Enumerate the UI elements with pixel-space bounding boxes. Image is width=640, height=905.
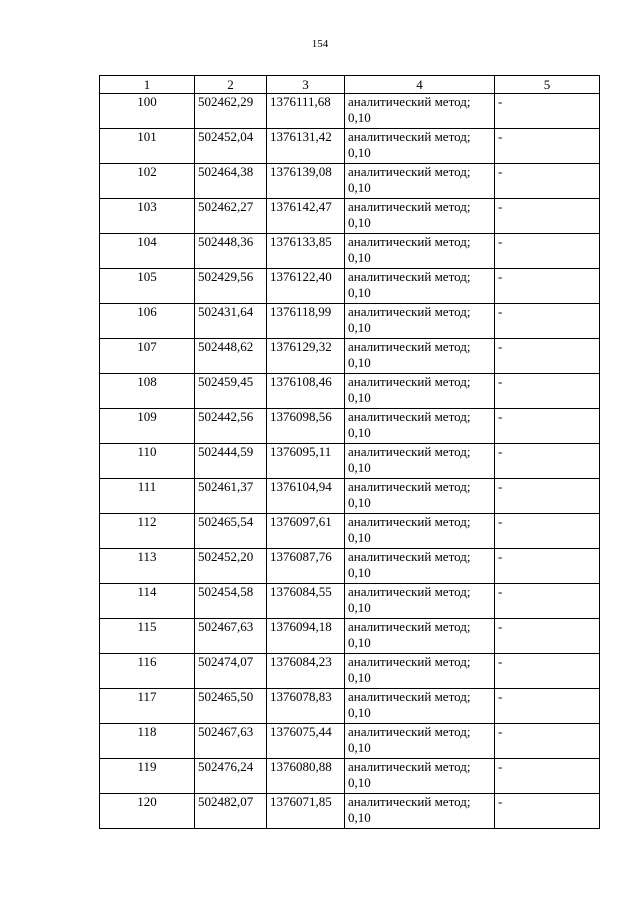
note-cell: - bbox=[495, 374, 600, 409]
method-cell: аналитический метод; 0,10 bbox=[345, 304, 495, 339]
method-cell: аналитический метод; 0,10 bbox=[345, 794, 495, 829]
x-coordinate-cell: 502464,38 bbox=[195, 164, 267, 199]
table-row bbox=[100, 304, 600, 339]
point-number-cell: 101 bbox=[100, 129, 195, 164]
table-row bbox=[100, 724, 600, 759]
table-row bbox=[100, 619, 600, 654]
method-cell: аналитический метод; 0,10 bbox=[345, 199, 495, 234]
point-number-cell: 100 bbox=[100, 94, 195, 129]
y-coordinate-cell: 1376139,08 bbox=[267, 164, 345, 199]
column-header-2: 2 bbox=[195, 76, 267, 94]
note-cell: - bbox=[495, 584, 600, 619]
point-number-cell: 119 bbox=[100, 759, 195, 794]
method-cell: аналитический метод; 0,10 bbox=[345, 759, 495, 794]
method-cell: аналитический метод; 0,10 bbox=[345, 654, 495, 689]
x-coordinate-cell: 502452,20 bbox=[195, 549, 267, 584]
note-cell: - bbox=[495, 129, 600, 164]
table-row bbox=[100, 514, 600, 549]
method-cell: аналитический метод; 0,10 bbox=[345, 339, 495, 374]
point-number-cell: 111 bbox=[100, 479, 195, 514]
note-cell: - bbox=[495, 94, 600, 129]
column-header-1: 1 bbox=[100, 76, 195, 94]
y-coordinate-cell: 1376142,47 bbox=[267, 199, 345, 234]
table-body bbox=[100, 94, 600, 829]
note-cell: - bbox=[495, 164, 600, 199]
method-cell: аналитический метод; 0,10 bbox=[345, 409, 495, 444]
y-coordinate-cell: 1376084,55 bbox=[267, 584, 345, 619]
y-coordinate-cell: 1376094,18 bbox=[267, 619, 345, 654]
y-coordinate-cell: 1376080,88 bbox=[267, 759, 345, 794]
point-number-cell: 117 bbox=[100, 689, 195, 724]
method-cell: аналитический метод; 0,10 bbox=[345, 269, 495, 304]
point-number-cell: 102 bbox=[100, 164, 195, 199]
note-cell: - bbox=[495, 409, 600, 444]
table-row bbox=[100, 339, 600, 374]
x-coordinate-cell: 502448,36 bbox=[195, 234, 267, 269]
method-cell: аналитический метод; 0,10 bbox=[345, 514, 495, 549]
note-cell: - bbox=[495, 794, 600, 829]
x-coordinate-cell: 502462,27 bbox=[195, 199, 267, 234]
column-header-5: 5 bbox=[495, 76, 600, 94]
x-coordinate-cell: 502429,56 bbox=[195, 269, 267, 304]
method-cell: аналитический метод; 0,10 bbox=[345, 689, 495, 724]
note-cell: - bbox=[495, 269, 600, 304]
note-cell: - bbox=[495, 479, 600, 514]
y-coordinate-cell: 1376078,83 bbox=[267, 689, 345, 724]
note-cell: - bbox=[495, 339, 600, 374]
note-cell: - bbox=[495, 724, 600, 759]
method-cell: аналитический метод; 0,10 bbox=[345, 444, 495, 479]
table-row bbox=[100, 794, 600, 829]
method-cell: аналитический метод; 0,10 bbox=[345, 479, 495, 514]
note-cell: - bbox=[495, 199, 600, 234]
table-row bbox=[100, 444, 600, 479]
x-coordinate-cell: 502442,56 bbox=[195, 409, 267, 444]
table-row bbox=[100, 479, 600, 514]
y-coordinate-cell: 1376111,68 bbox=[267, 94, 345, 129]
table-row bbox=[100, 689, 600, 724]
point-number-cell: 118 bbox=[100, 724, 195, 759]
y-coordinate-cell: 1376108,46 bbox=[267, 374, 345, 409]
method-cell: аналитический метод; 0,10 bbox=[345, 374, 495, 409]
point-number-cell: 105 bbox=[100, 269, 195, 304]
note-cell: - bbox=[495, 444, 600, 479]
y-coordinate-cell: 1376118,99 bbox=[267, 304, 345, 339]
table-row bbox=[100, 409, 600, 444]
note-cell: - bbox=[495, 654, 600, 689]
point-number-cell: 104 bbox=[100, 234, 195, 269]
y-coordinate-cell: 1376087,76 bbox=[267, 549, 345, 584]
x-coordinate-cell: 502465,50 bbox=[195, 689, 267, 724]
x-coordinate-cell: 502461,37 bbox=[195, 479, 267, 514]
table-row bbox=[100, 94, 600, 129]
note-cell: - bbox=[495, 549, 600, 584]
method-cell: аналитический метод; 0,10 bbox=[345, 164, 495, 199]
point-number-cell: 113 bbox=[100, 549, 195, 584]
coordinates-table bbox=[99, 75, 600, 829]
table-row bbox=[100, 654, 600, 689]
column-header-3: 3 bbox=[267, 76, 345, 94]
y-coordinate-cell: 1376131,42 bbox=[267, 129, 345, 164]
x-coordinate-cell: 502454,58 bbox=[195, 584, 267, 619]
y-coordinate-cell: 1376133,85 bbox=[267, 234, 345, 269]
note-cell: - bbox=[495, 759, 600, 794]
point-number-cell: 109 bbox=[100, 409, 195, 444]
x-coordinate-cell: 502431,64 bbox=[195, 304, 267, 339]
table-header-row bbox=[100, 76, 600, 94]
y-coordinate-cell: 1376084,23 bbox=[267, 654, 345, 689]
point-number-cell: 115 bbox=[100, 619, 195, 654]
x-coordinate-cell: 502448,62 bbox=[195, 339, 267, 374]
method-cell: аналитический метод; 0,10 bbox=[345, 549, 495, 584]
note-cell: - bbox=[495, 514, 600, 549]
x-coordinate-cell: 502482,07 bbox=[195, 794, 267, 829]
point-number-cell: 106 bbox=[100, 304, 195, 339]
note-cell: - bbox=[495, 304, 600, 339]
table-row bbox=[100, 199, 600, 234]
point-number-cell: 120 bbox=[100, 794, 195, 829]
x-coordinate-cell: 502467,63 bbox=[195, 619, 267, 654]
table-row bbox=[100, 759, 600, 794]
table-row bbox=[100, 129, 600, 164]
column-header-4: 4 bbox=[345, 76, 495, 94]
y-coordinate-cell: 1376098,56 bbox=[267, 409, 345, 444]
point-number-cell: 112 bbox=[100, 514, 195, 549]
table-row bbox=[100, 549, 600, 584]
table-row bbox=[100, 374, 600, 409]
y-coordinate-cell: 1376104,94 bbox=[267, 479, 345, 514]
method-cell: аналитический метод; 0,10 bbox=[345, 584, 495, 619]
method-cell: аналитический метод; 0,10 bbox=[345, 619, 495, 654]
point-number-cell: 114 bbox=[100, 584, 195, 619]
y-coordinate-cell: 1376122,40 bbox=[267, 269, 345, 304]
note-cell: - bbox=[495, 619, 600, 654]
y-coordinate-cell: 1376075,44 bbox=[267, 724, 345, 759]
x-coordinate-cell: 502444,59 bbox=[195, 444, 267, 479]
x-coordinate-cell: 502459,45 bbox=[195, 374, 267, 409]
note-cell: - bbox=[495, 689, 600, 724]
note-cell: - bbox=[495, 234, 600, 269]
table-row bbox=[100, 584, 600, 619]
y-coordinate-cell: 1376095,11 bbox=[267, 444, 345, 479]
y-coordinate-cell: 1376129,32 bbox=[267, 339, 345, 374]
y-coordinate-cell: 1376071,85 bbox=[267, 794, 345, 829]
point-number-cell: 116 bbox=[100, 654, 195, 689]
table-row bbox=[100, 269, 600, 304]
point-number-cell: 108 bbox=[100, 374, 195, 409]
x-coordinate-cell: 502465,54 bbox=[195, 514, 267, 549]
x-coordinate-cell: 502467,63 bbox=[195, 724, 267, 759]
x-coordinate-cell: 502476,24 bbox=[195, 759, 267, 794]
point-number-cell: 103 bbox=[100, 199, 195, 234]
point-number-cell: 107 bbox=[100, 339, 195, 374]
method-cell: аналитический метод; 0,10 bbox=[345, 129, 495, 164]
table-row bbox=[100, 234, 600, 269]
x-coordinate-cell: 502462,29 bbox=[195, 94, 267, 129]
y-coordinate-cell: 1376097,61 bbox=[267, 514, 345, 549]
page-number: 154 bbox=[311, 38, 329, 50]
x-coordinate-cell: 502474,07 bbox=[195, 654, 267, 689]
table-row bbox=[100, 164, 600, 199]
method-cell: аналитический метод; 0,10 bbox=[345, 724, 495, 759]
x-coordinate-cell: 502452,04 bbox=[195, 129, 267, 164]
point-number-cell: 110 bbox=[100, 444, 195, 479]
method-cell: аналитический метод; 0,10 bbox=[345, 94, 495, 129]
method-cell: аналитический метод; 0,10 bbox=[345, 234, 495, 269]
